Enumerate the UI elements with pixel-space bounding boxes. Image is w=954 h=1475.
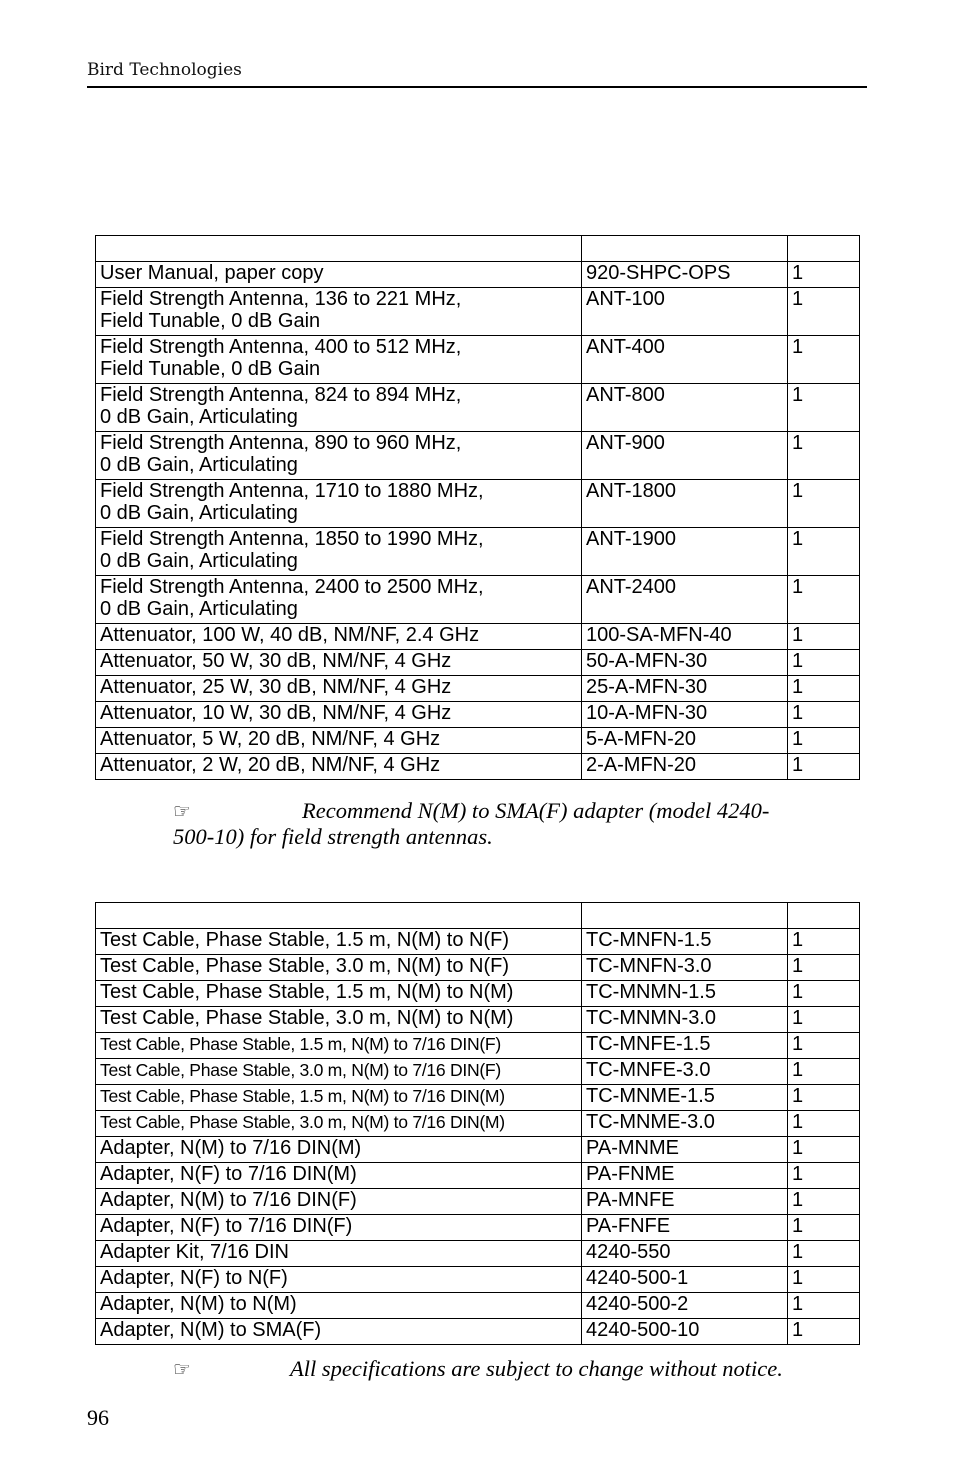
table-row xyxy=(96,1137,860,1163)
part-number-cell: PA-MNME xyxy=(582,1137,788,1163)
description-line: Field Strength Antenna, 1710 to 1880 MHz, xyxy=(100,480,484,502)
quantity-cell: 1 xyxy=(788,1267,860,1293)
quantity-cell: 1 xyxy=(788,955,860,981)
quantity-cell: 1 xyxy=(788,981,860,1007)
table-row xyxy=(96,676,860,702)
description-line: Field Strength Antenna, 400 to 512 MHz, xyxy=(100,336,462,358)
description-line: Test Cable, Phase Stable, 3.0 m, N(M) to 7/16 DIN(M) xyxy=(100,1112,505,1132)
description-cell xyxy=(96,432,582,480)
running-header: Bird Technologies xyxy=(87,60,242,80)
description-cell xyxy=(96,1163,582,1189)
description-line: Field Strength Antenna, 1850 to 1990 MHz, xyxy=(100,528,484,550)
part-number-cell: ANT-900 xyxy=(582,432,788,480)
pointing-hand-icon: ☞ xyxy=(173,799,191,823)
description-line: Field Strength Antenna, 136 to 221 MHz, xyxy=(100,288,462,310)
description-cell xyxy=(96,1215,582,1241)
description-line: Attenuator, 100 W, 40 dB, NM/NF, 2.4 GHz xyxy=(100,624,480,646)
header-cell-part xyxy=(582,236,788,262)
table-row xyxy=(96,1111,860,1137)
quantity-cell: 1 xyxy=(788,676,860,702)
description-cell xyxy=(96,676,582,702)
description-line: Field Strength Antenna, 824 to 894 MHz, xyxy=(100,384,462,406)
part-number-cell: 2-A-MFN-20 xyxy=(582,754,788,780)
quantity-cell: 1 xyxy=(788,480,860,528)
description-cell xyxy=(96,1267,582,1293)
description-cell xyxy=(96,480,582,528)
description-line: User Manual, paper copy xyxy=(100,262,324,284)
table-row xyxy=(96,1189,860,1215)
note-text-line2: 500-10) for field strength antennas. xyxy=(173,824,493,849)
part-number-cell: 4240-500-10 xyxy=(582,1319,788,1345)
quantity-cell: 1 xyxy=(788,702,860,728)
quantity-cell: 1 xyxy=(788,262,860,288)
description-cell xyxy=(96,262,582,288)
part-number-cell: ANT-400 xyxy=(582,336,788,384)
quantity-cell: 1 xyxy=(788,1293,860,1319)
description-line: Test Cable, Phase Stable, 1.5 m, N(M) to N(F) xyxy=(100,929,510,951)
part-number-cell: PA-FNFE xyxy=(582,1215,788,1241)
description-line: Field Tunable, 0 dB Gain xyxy=(100,358,321,380)
header-cell-part xyxy=(582,903,788,929)
table-header-row xyxy=(96,903,860,929)
part-number-cell: 10-A-MFN-30 xyxy=(582,702,788,728)
description-line: Field Strength Antenna, 2400 to 2500 MHz, xyxy=(100,576,484,598)
part-number-cell: 50-A-MFN-30 xyxy=(582,650,788,676)
quantity-cell: 1 xyxy=(788,1163,860,1189)
description-line: Adapter, N(M) to SMA(F) xyxy=(100,1319,322,1341)
table-row xyxy=(96,288,860,336)
description-line: 0 dB Gain, Articulating xyxy=(100,550,298,572)
quantity-cell: 1 xyxy=(788,1033,860,1059)
part-number-cell: PA-MNFE xyxy=(582,1189,788,1215)
description-line: Test Cable, Phase Stable, 3.0 m, N(M) to N(M) xyxy=(100,1007,514,1029)
table-row xyxy=(96,754,860,780)
description-cell xyxy=(96,1085,582,1111)
part-number-cell: TC-MNMN-1.5 xyxy=(582,981,788,1007)
description-line: Test Cable, Phase Stable, 1.5 m, N(M) to 7/16 DIN(M) xyxy=(100,1086,505,1106)
quantity-cell: 1 xyxy=(788,1189,860,1215)
part-number-cell: TC-MNME-1.5 xyxy=(582,1085,788,1111)
header-cell-description xyxy=(96,236,582,262)
table-row xyxy=(96,1163,860,1189)
quantity-cell: 1 xyxy=(788,624,860,650)
table-row xyxy=(96,1319,860,1345)
header-cell-qty xyxy=(788,236,860,262)
part-number-cell: PA-FNME xyxy=(582,1163,788,1189)
description-line: 0 dB Gain, Articulating xyxy=(100,598,298,620)
table-row xyxy=(96,262,860,288)
description-line: Test Cable, Phase Stable, 1.5 m, N(M) to 7/16 DIN(F) xyxy=(100,1034,501,1054)
part-number-cell: 5-A-MFN-20 xyxy=(582,728,788,754)
description-cell xyxy=(96,1111,582,1137)
description-cell xyxy=(96,650,582,676)
note-text-line1: Recommend N(M) to SMA(F) adapter (model 4240- xyxy=(302,798,770,823)
description-cell xyxy=(96,1293,582,1319)
part-number-cell: TC-MNFN-3.0 xyxy=(582,955,788,981)
description-cell xyxy=(96,336,582,384)
quantity-cell: 1 xyxy=(788,288,860,336)
part-number-cell: 100-SA-MFN-40 xyxy=(582,624,788,650)
table-row xyxy=(96,728,860,754)
quantity-cell: 1 xyxy=(788,1111,860,1137)
description-cell xyxy=(96,624,582,650)
part-number-cell: TC-MNME-3.0 xyxy=(582,1111,788,1137)
part-number-cell: ANT-800 xyxy=(582,384,788,432)
description-cell xyxy=(96,288,582,336)
description-cell xyxy=(96,1319,582,1345)
part-number-cell: 25-A-MFN-30 xyxy=(582,676,788,702)
table-row xyxy=(96,955,860,981)
description-line: Adapter, N(M) to 7/16 DIN(F) xyxy=(100,1189,357,1211)
description-cell xyxy=(96,528,582,576)
quantity-cell: 1 xyxy=(788,336,860,384)
table-row xyxy=(96,1215,860,1241)
description-cell xyxy=(96,728,582,754)
description-line: Adapter Kit, 7/16 DIN xyxy=(100,1241,289,1263)
description-line: Adapter, N(F) to N(F) xyxy=(100,1267,288,1289)
header-rule xyxy=(87,86,867,88)
table-row xyxy=(96,1007,860,1033)
cables-adapters-table xyxy=(95,902,860,1345)
specifications-note: All specifications are subject to change without notice. xyxy=(290,1356,783,1381)
description-cell xyxy=(96,702,582,728)
quantity-cell: 1 xyxy=(788,1059,860,1085)
description-cell xyxy=(96,929,582,955)
description-line: Adapter, N(F) to 7/16 DIN(M) xyxy=(100,1163,357,1185)
table-header-row xyxy=(96,236,860,262)
table-row xyxy=(96,650,860,676)
quantity-cell: 1 xyxy=(788,929,860,955)
part-number-cell: 4240-500-2 xyxy=(582,1293,788,1319)
table-row xyxy=(96,1293,860,1319)
description-line: Field Strength Antenna, 890 to 960 MHz, xyxy=(100,432,462,454)
part-number-cell: 920-SHPC-OPS xyxy=(582,262,788,288)
quantity-cell: 1 xyxy=(788,1007,860,1033)
table-row xyxy=(96,336,860,384)
description-line: Adapter, N(F) to 7/16 DIN(F) xyxy=(100,1215,353,1237)
quantity-cell: 1 xyxy=(788,384,860,432)
description-line: Attenuator, 50 W, 30 dB, NM/NF, 4 GHz xyxy=(100,650,452,672)
description-line: Test Cable, Phase Stable, 1.5 m, N(M) to N(M) xyxy=(100,981,514,1003)
description-line: Adapter, N(M) to N(M) xyxy=(100,1293,297,1315)
table-row xyxy=(96,480,860,528)
part-number-cell: ANT-1900 xyxy=(582,528,788,576)
table-row xyxy=(96,929,860,955)
description-line: Attenuator, 5 W, 20 dB, NM/NF, 4 GHz xyxy=(100,728,441,750)
quantity-cell: 1 xyxy=(788,1319,860,1345)
description-line: 0 dB Gain, Articulating xyxy=(100,502,298,524)
description-cell xyxy=(96,1241,582,1267)
quantity-cell: 1 xyxy=(788,1241,860,1267)
header-cell-qty xyxy=(788,903,860,929)
page-number: 96 xyxy=(87,1405,109,1430)
quantity-cell: 1 xyxy=(788,754,860,780)
description-cell xyxy=(96,1007,582,1033)
quantity-cell: 1 xyxy=(788,528,860,576)
part-number-cell: ANT-2400 xyxy=(582,576,788,624)
quantity-cell: 1 xyxy=(788,1215,860,1241)
table-row xyxy=(96,1267,860,1293)
part-number-cell: ANT-1800 xyxy=(582,480,788,528)
table-row xyxy=(96,1085,860,1111)
table-row xyxy=(96,1059,860,1085)
table-row xyxy=(96,384,860,432)
description-line: 0 dB Gain, Articulating xyxy=(100,454,298,476)
quantity-cell: 1 xyxy=(788,650,860,676)
description-line: Test Cable, Phase Stable, 3.0 m, N(M) to 7/16 DIN(F) xyxy=(100,1060,501,1080)
quantity-cell: 1 xyxy=(788,576,860,624)
part-number-cell: TC-MNFN-1.5 xyxy=(582,929,788,955)
description-cell xyxy=(96,384,582,432)
description-cell xyxy=(96,981,582,1007)
table-row xyxy=(96,1241,860,1267)
part-number-cell: ANT-100 xyxy=(582,288,788,336)
part-number-cell: 4240-550 xyxy=(582,1241,788,1267)
table-row xyxy=(96,702,860,728)
table-row xyxy=(96,981,860,1007)
description-cell xyxy=(96,1033,582,1059)
description-cell xyxy=(96,576,582,624)
description-cell xyxy=(96,1137,582,1163)
description-line: 0 dB Gain, Articulating xyxy=(100,406,298,428)
description-cell xyxy=(96,1189,582,1215)
description-cell xyxy=(96,1059,582,1085)
description-line: Attenuator, 2 W, 20 dB, NM/NF, 4 GHz xyxy=(100,754,441,776)
description-line: Attenuator, 25 W, 30 dB, NM/NF, 4 GHz xyxy=(100,676,452,698)
accessories-table xyxy=(95,235,860,780)
table-row xyxy=(96,1033,860,1059)
table-row xyxy=(96,432,860,480)
part-number-cell: TC-MNFE-1.5 xyxy=(582,1033,788,1059)
quantity-cell: 1 xyxy=(788,1085,860,1111)
description-line: Test Cable, Phase Stable, 3.0 m, N(M) to N(F) xyxy=(100,955,510,977)
table-row xyxy=(96,576,860,624)
quantity-cell: 1 xyxy=(788,728,860,754)
description-cell xyxy=(96,754,582,780)
quantity-cell: 1 xyxy=(788,432,860,480)
pointing-hand-icon: ☞ xyxy=(173,1357,191,1381)
quantity-cell: 1 xyxy=(788,1137,860,1163)
table-row xyxy=(96,528,860,576)
description-cell xyxy=(96,955,582,981)
description-line: Attenuator, 10 W, 30 dB, NM/NF, 4 GHz xyxy=(100,702,452,724)
part-number-cell: TC-MNFE-3.0 xyxy=(582,1059,788,1085)
part-number-cell: TC-MNMN-3.0 xyxy=(582,1007,788,1033)
part-number-cell: 4240-500-1 xyxy=(582,1267,788,1293)
description-line: Adapter, N(M) to 7/16 DIN(M) xyxy=(100,1137,362,1159)
description-line: Field Tunable, 0 dB Gain xyxy=(100,310,321,332)
table-row xyxy=(96,624,860,650)
header-cell-description xyxy=(96,903,582,929)
